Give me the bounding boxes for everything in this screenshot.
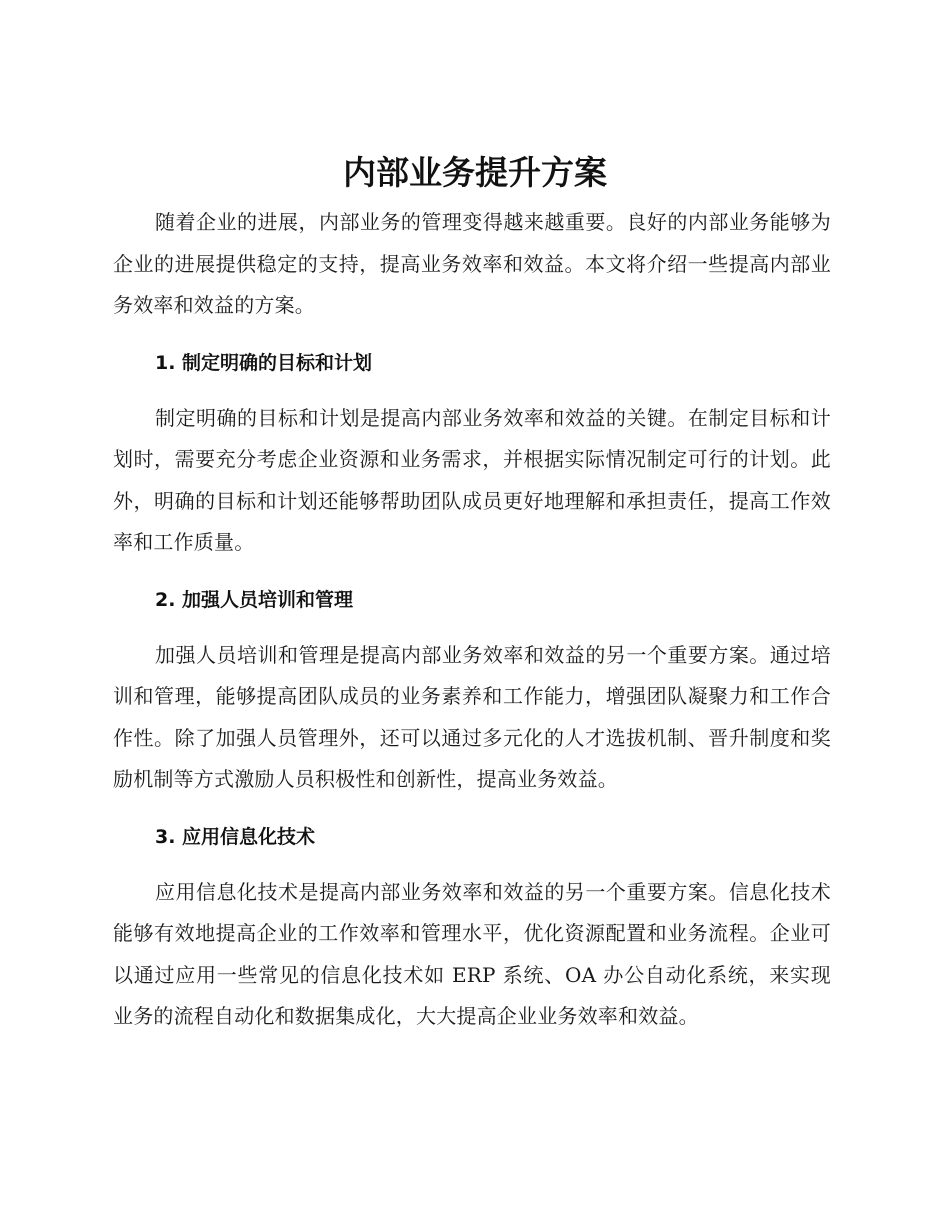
intro-paragraph: 随着企业的进展，内部业务的管理变得越来越重要。良好的内部业务能够为企业的进展提供稳定的支持，提高业务效率和效益。本文将介绍一些提高内部业务效率和效益的方案。 — [113, 210, 831, 317]
section-heading-training: 2. 加强人员培训和管理 — [155, 588, 354, 611]
section-heading-goals: 1. 制定明确的目标和计划 — [155, 351, 373, 374]
document-body — [113, 202, 831, 1038]
section-heading-it: 3. 应用信息化技术 — [155, 825, 316, 848]
section-body-training: 加强人员培训和管理是提高内部业务效率和效益的另一个重要方案。通过培训和管理，能够提高团队成员的业务素养和工作能力，增强团队凝聚力和工作合作性。除了加强人员管理外，还可以通过多元化的人才选拔机制、晋升制度和奖励机制等方式激励人员积极性和创新性，提高业务效益。 — [113, 642, 831, 791]
section-body-goals: 制定明确的目标和计划是提高内部业务效率和效益的关键。在制定目标和计划时，需要充分考虑企业资源和业务需求，并根据实际情况制定可行的计划。此外，明确的目标和计划还能够帮助团队成员更好地理解和承担责任，提高工作效率和工作质量。 — [113, 405, 831, 554]
section-body-it: 应用信息化技术是提高内部业务效率和效益的另一个重要方案。信息化技术能够有效地提高企业的工作效率和管理水平，优化资源配置和业务流程。企业可以通过应用一些常见的信息化技术如 ERP 系统、OA 办公自动化系统，来实现业务的流程自动化和数据集成化，大大提高企业业务效率和效益。 — [113, 879, 831, 1028]
page-title: 内部业务提升方案 — [343, 153, 607, 192]
